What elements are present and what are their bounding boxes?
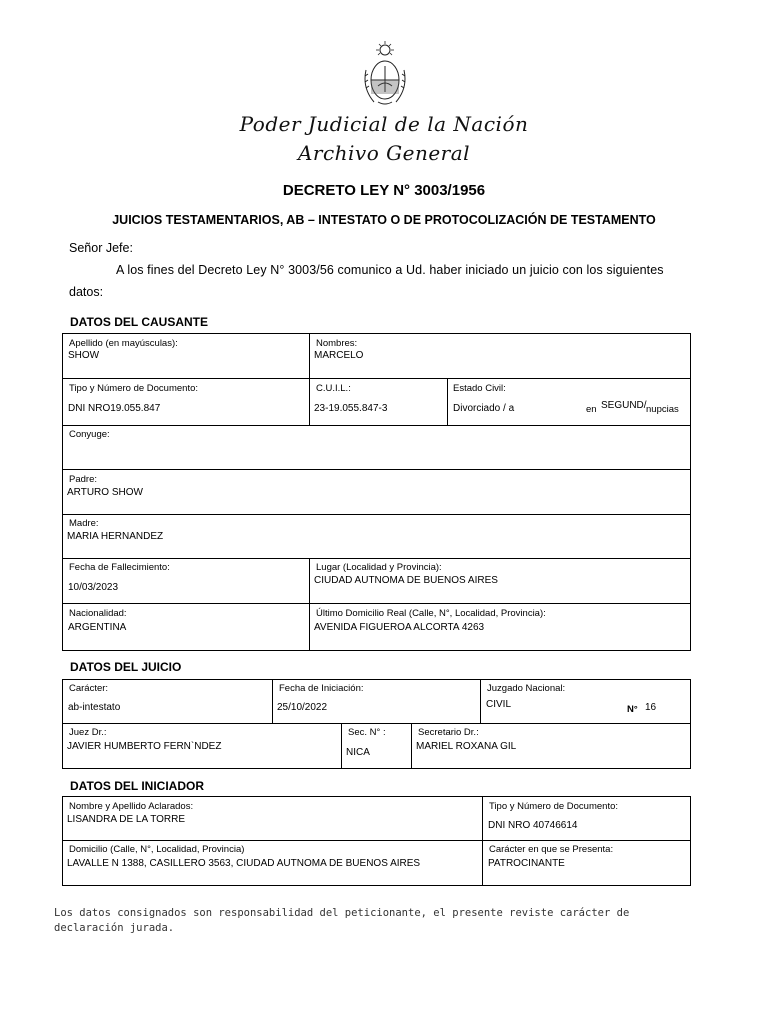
secretaria-label: Sec. N° : <box>348 727 386 738</box>
domicilio-real-label: Último Domicilio Real (Calle, N°, Localidad, Provincia): <box>316 608 546 619</box>
juzgado-numero-label: N° <box>627 704 638 715</box>
iniciador-domicilio-value: LAVALLE N 1388, CASILLERO 3563, CIUDAD AUTNOMA DE BUENOS AIRES <box>67 858 421 869</box>
en-label: en <box>586 404 597 415</box>
department-name: Archivo General <box>297 141 471 165</box>
documento-label: Tipo y Número de Documento: <box>69 383 199 394</box>
section-heading-juicio: DATOS DEL JUICIO <box>70 660 182 674</box>
juez-label: Juez Dr.: <box>69 727 107 738</box>
intro-line-1: A los fines del Decreto Ley N° 3003/56 comunico a Ud. haber iniciado un juicio con los siguientes <box>116 263 664 277</box>
lugar-value: CIUDAD AUTNOMA DE BUENOS AIRES <box>314 575 498 586</box>
fecha-fallecimiento-label: Fecha de Fallecimiento: <box>69 562 170 573</box>
iniciador-domicilio-label: Domicilio (Calle, N°, Localidad, Provincia) <box>69 844 245 855</box>
disclaimer-line-2: declaración jurada. <box>54 922 175 934</box>
section-heading-iniciador: DATOS DEL INICIADOR <box>70 779 205 793</box>
nombres-label: Nombres: <box>316 338 358 349</box>
domicilio-real-value: AVENIDA FIGUEROA ALCORTA 4263 <box>314 622 485 633</box>
disclaimer-line-1: Los datos consignados son responsabilidad del peticionante, el presente reviste carácter de <box>54 907 630 919</box>
iniciador-documento-label: Tipo y Número de Documento: <box>489 801 619 812</box>
apellido-label: Apellido (en mayúsculas): <box>69 338 178 349</box>
nupcias-ordinal: SEGUND/ <box>601 400 647 411</box>
juzgado-numero-value: 16 <box>645 702 657 713</box>
caracter-label: Carácter: <box>69 683 109 694</box>
madre-value: MARIA HERNANDEZ <box>67 531 164 542</box>
intro-line-2: datos: <box>69 285 104 299</box>
nacionalidad-value: ARGENTINA <box>68 622 127 633</box>
section-heading-causante: DATOS DEL CAUSANTE <box>70 315 209 329</box>
cuil-value: 23-19.055.847-3 <box>314 403 388 414</box>
juez-value: JAVIER HUMBERTO FERN`NDEZ <box>67 741 222 752</box>
iniciador-nombre-value: LISANDRA DE LA TORRE <box>67 814 186 825</box>
juzgado-value: CIVIL <box>486 699 512 710</box>
caracter-value: ab-intestato <box>68 702 121 713</box>
nacionalidad-label: Nacionalidad: <box>69 608 127 619</box>
padre-label: Padre: <box>69 474 97 485</box>
nombres-value: MARCELO <box>314 350 364 361</box>
secretaria-value: NICA <box>346 747 370 758</box>
conyuge-label: Conyuge: <box>69 429 110 440</box>
secretario-value: MARIEL ROXANA GIL <box>416 741 517 752</box>
iniciador-caracter-label: Carácter en que se Presenta: <box>489 844 614 855</box>
institution-name: Poder Judicial de la Nación <box>239 112 529 136</box>
estado-civil-value: Divorciado / a <box>453 403 515 414</box>
juzgado-label: Juzgado Nacional: <box>487 683 566 694</box>
document-title: DECRETO LEY N° 3003/1956 <box>282 182 486 199</box>
document-subtitle: JUICIOS TESTAMENTARIOS, AB – INTESTATO O DE PROTOCOLIZACIÓN DE TESTAMENTO <box>112 213 656 227</box>
iniciador-documento-value: DNI NRO 40746614 <box>488 820 578 831</box>
iniciador-nombre-label: Nombre y Apellido Aclarados: <box>69 801 194 812</box>
nupcias-label: nupcias <box>646 404 679 415</box>
coat-of-arms-seal <box>360 40 410 108</box>
padre-value: ARTURO SHOW <box>67 487 143 498</box>
secretario-label: Secretario Dr.: <box>418 727 479 738</box>
fecha-iniciacion-label: Fecha de Iniciación: <box>279 683 364 694</box>
apellido-value: SHOW <box>68 350 100 361</box>
fecha-iniciacion-value: 25/10/2022 <box>277 702 328 713</box>
iniciador-caracter-value: PATROCINANTE <box>488 858 565 869</box>
estado-civil-label: Estado Civil: <box>453 383 506 394</box>
juicio-table <box>62 679 691 769</box>
lugar-label: Lugar (Localidad y Provincia): <box>316 562 442 573</box>
greeting: Señor Jefe: <box>69 241 133 255</box>
fecha-fallecimiento-value: 10/03/2023 <box>68 582 119 593</box>
cuil-label: C.U.I.L.: <box>316 383 351 394</box>
documento-value: DNI NRO19.055.847 <box>68 403 161 414</box>
madre-label: Madre: <box>69 518 99 529</box>
